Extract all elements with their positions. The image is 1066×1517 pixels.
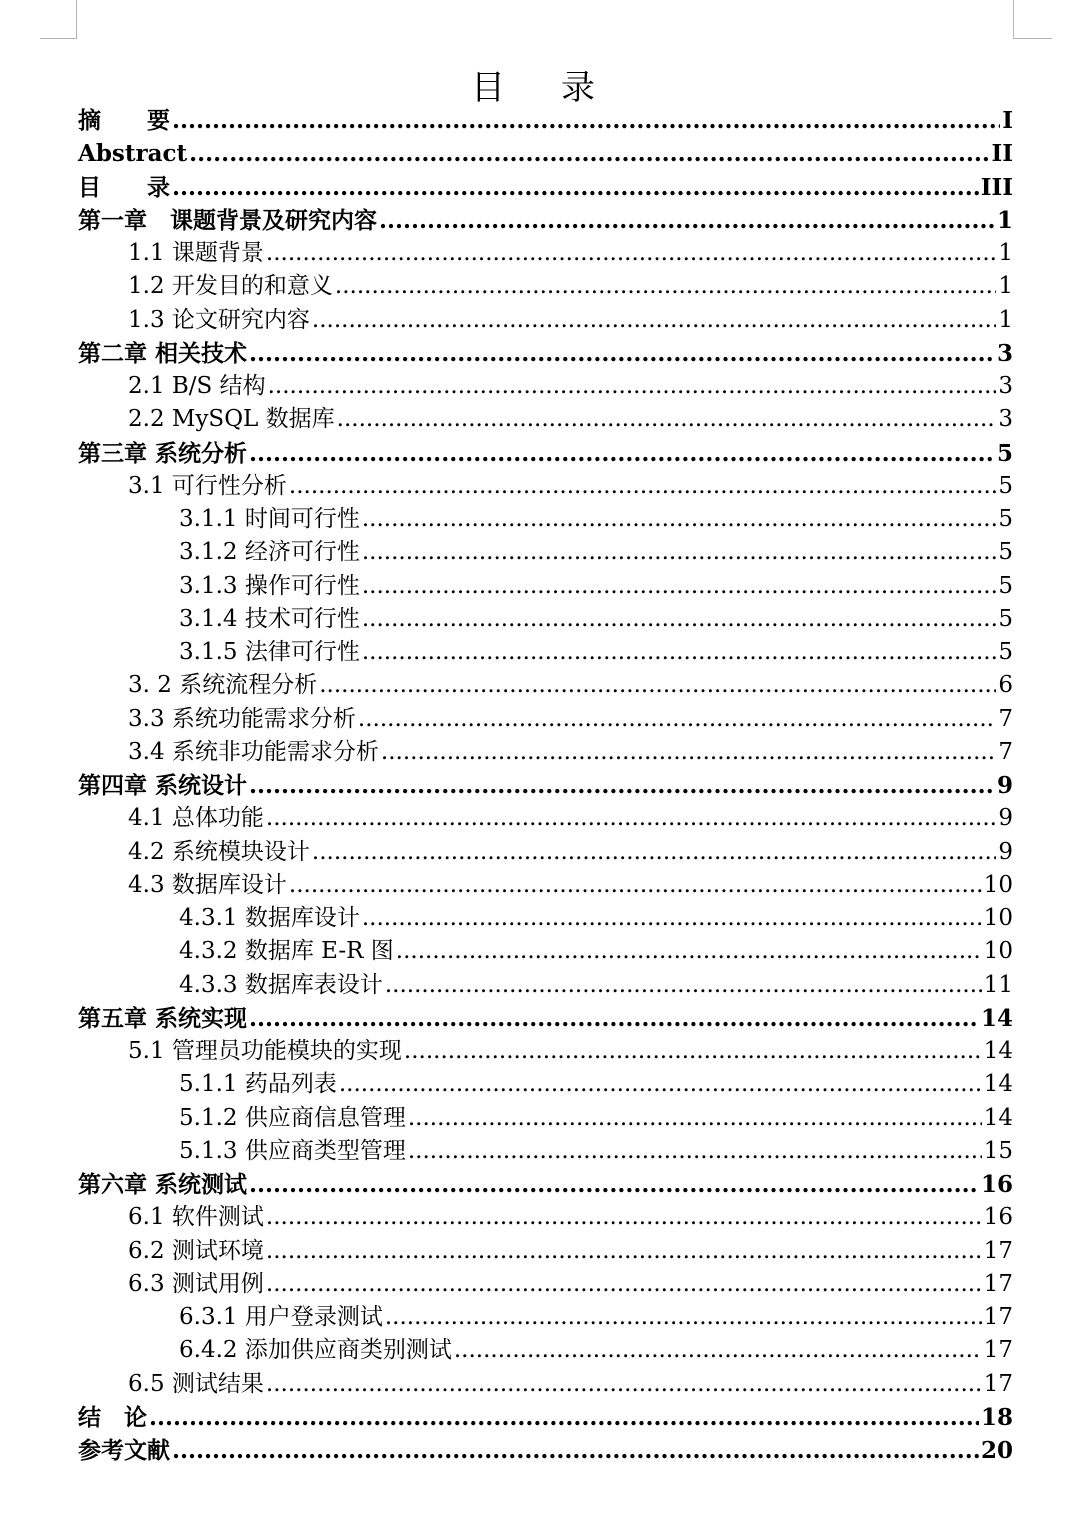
toc-entry-title: 2.2 MySQL 数据库 — [128, 406, 335, 433]
toc-entry-page-number: 5 — [998, 572, 1013, 599]
toc-entry[interactable] — [78, 570, 1013, 603]
toc-entry-page-number: 7 — [998, 705, 1013, 732]
toc-entry-title: 4.3 数据库设计 — [128, 871, 287, 898]
toc-entry-title: 6.4.2 添加供应商类别测试 — [179, 1337, 452, 1364]
toc-dot-leader — [172, 1434, 979, 1467]
toc-entry-page-number: 10 — [983, 905, 1013, 931]
toc-entry-page-number: 15 — [983, 1137, 1013, 1164]
toc-dot-leader — [385, 1301, 982, 1334]
toc-entry-title: 3.1.3 操作可行性 — [179, 572, 360, 599]
toc-entry-page-number: 9 — [998, 838, 1013, 865]
toc-entry[interactable] — [78, 437, 1013, 470]
toc-entry-page-number: 3 — [998, 373, 1013, 399]
toc-dot-leader — [358, 703, 996, 736]
toc-entry[interactable] — [78, 304, 1013, 337]
toc-dot-leader — [266, 1235, 982, 1268]
toc-entry-page-number: 16 — [980, 1171, 1013, 1198]
toc-entry-title: 目 录 — [78, 173, 170, 201]
toc-dot-leader — [249, 1002, 979, 1035]
toc-entry[interactable] — [78, 370, 1013, 403]
toc-entry-title: 6.3 测试用例 — [128, 1270, 264, 1297]
toc-entry-page-number: 3 — [998, 406, 1013, 433]
toc-entry[interactable] — [78, 769, 1013, 802]
toc-entry-title: 6.3.1 用户登录测试 — [179, 1304, 383, 1330]
toc-entry-title: 第五章 系统实现 — [78, 1004, 248, 1032]
toc-entry-page-number: 1 — [998, 306, 1013, 333]
toc-entry-title: 摘 要 — [78, 107, 170, 134]
toc-entry-page-number: 14 — [980, 1004, 1013, 1032]
toc-entry-page-number: 14 — [983, 1038, 1013, 1064]
toc-entry[interactable] — [78, 403, 1013, 436]
toc-dot-leader — [408, 1102, 982, 1135]
toc-entry[interactable] — [78, 1401, 1013, 1434]
toc-entry-title: 3.1 可行性分析 — [128, 472, 287, 499]
toc-entry[interactable] — [78, 470, 1013, 503]
toc-entry-title: 3.4 系统非功能需求分析 — [128, 738, 379, 765]
toc-dot-leader — [454, 1334, 982, 1367]
toc-title-char-2: 录 — [561, 68, 595, 108]
toc-entry-page-number: 16 — [983, 1204, 1013, 1231]
toc-entry[interactable] — [78, 902, 1013, 935]
toc-entry[interactable] — [78, 1434, 1013, 1467]
toc-entry[interactable] — [78, 1168, 1013, 1201]
toc-entry-title: 1.1 课题背景 — [128, 240, 264, 266]
toc-entry-page-number: 3 — [996, 339, 1013, 367]
toc-entry[interactable] — [78, 1035, 1013, 1068]
toc-dot-leader — [249, 769, 995, 802]
toc-entry-page-number: 5 — [998, 539, 1013, 566]
toc-entry-title: 2.1 B/S 结构 — [128, 373, 266, 399]
toc-entry[interactable] — [78, 171, 1013, 204]
toc-entry-page-number: 5 — [998, 605, 1013, 632]
toc-entry-title: Abstract — [78, 140, 188, 168]
toc-dot-leader — [362, 570, 997, 603]
toc-dot-leader — [385, 969, 982, 1002]
toc-entry-page-number: 9 — [996, 772, 1013, 799]
toc-entry-title: 参考文献 — [78, 1437, 170, 1464]
toc-entry[interactable] — [78, 337, 1013, 370]
toc-dot-leader — [266, 1268, 982, 1301]
toc-dot-leader — [172, 171, 979, 204]
toc-entry[interactable] — [78, 1002, 1013, 1035]
toc-entry-title: 3.1.1 时间可行性 — [179, 506, 360, 532]
toc-dot-leader — [249, 1168, 979, 1201]
toc-entry[interactable] — [78, 935, 1013, 968]
toc-dot-leader — [249, 437, 995, 470]
toc-entry-page-number: II — [991, 140, 1013, 168]
toc-entry[interactable] — [78, 1068, 1013, 1101]
toc-entry-page-number: 17 — [983, 1370, 1013, 1397]
toc-entry[interactable] — [78, 1102, 1013, 1135]
toc-entry-page-number: 17 — [983, 1237, 1013, 1264]
toc-entry-page-number: III — [980, 173, 1013, 201]
toc-entry-page-number: 5 — [998, 506, 1013, 532]
toc-entry[interactable] — [78, 669, 1013, 702]
toc-entry[interactable] — [78, 836, 1013, 869]
toc-entry-title: 3.1.5 法律可行性 — [179, 639, 360, 665]
toc-entry-page-number: 6 — [998, 672, 1013, 699]
toc-entry-page-number: 11 — [983, 971, 1013, 998]
toc-dot-leader — [266, 237, 996, 270]
toc-entry-page-number: 17 — [983, 1304, 1013, 1330]
toc-entry-title: 第一章 课题背景及研究内容 — [78, 206, 377, 234]
toc-entry[interactable] — [78, 869, 1013, 902]
toc-entry-title: 3.1.2 经济可行性 — [179, 539, 360, 566]
toc-entry[interactable] — [78, 802, 1013, 835]
toc-entry-title: 5.1.2 供应商信息管理 — [179, 1104, 406, 1131]
toc-entry-title: 第三章 系统分析 — [78, 439, 248, 467]
toc-dot-leader — [312, 304, 996, 337]
toc-entry-title: 3. 2 系统流程分析 — [128, 672, 318, 699]
toc-dot-leader — [362, 536, 997, 569]
toc-dot-leader — [289, 470, 996, 503]
toc-dot-leader — [381, 736, 996, 769]
toc-entry[interactable] — [78, 969, 1013, 1002]
toc-entry-page-number: 14 — [983, 1071, 1013, 1098]
toc-entry[interactable] — [78, 703, 1013, 736]
toc-entry-page-number: 17 — [983, 1270, 1013, 1297]
toc-entry-title: 6.1 软件测试 — [128, 1204, 264, 1231]
toc-dot-leader — [408, 1135, 982, 1168]
toc-dot-leader — [172, 104, 1000, 137]
crop-mark-top-left — [40, 0, 77, 39]
toc-entry-page-number: 18 — [980, 1403, 1013, 1431]
toc-dot-leader — [335, 270, 996, 303]
toc-entry-title: 5.1.1 药品列表 — [179, 1071, 337, 1098]
toc-entry-page-number: 10 — [983, 871, 1013, 898]
toc-entry[interactable] — [78, 204, 1013, 237]
toc-entry-page-number: 1 — [998, 273, 1013, 300]
toc-entry-title: 第六章 系统测试 — [78, 1171, 248, 1198]
toc-title — [0, 60, 1066, 109]
crop-mark-top-right — [1013, 0, 1052, 39]
toc-dot-leader — [266, 802, 996, 835]
toc-entry-page-number: 1 — [996, 206, 1013, 234]
toc-entry-title: 1.2 开发目的和意义 — [128, 273, 333, 300]
toc-entry[interactable] — [78, 270, 1013, 303]
toc-entry-page-number: 14 — [983, 1104, 1013, 1131]
toc-entry-page-number: 9 — [998, 805, 1013, 832]
toc-entry-page-number: 17 — [983, 1337, 1013, 1364]
toc-dot-leader — [396, 935, 982, 968]
toc-entry-title: 第二章 相关技术 — [78, 339, 248, 367]
toc-entry-title: 第四章 系统设计 — [78, 772, 248, 799]
toc-entry[interactable] — [78, 1135, 1013, 1168]
toc-entry[interactable] — [78, 636, 1013, 669]
toc-dot-leader — [379, 204, 995, 237]
toc-entry[interactable] — [78, 1268, 1013, 1301]
toc-entry[interactable] — [78, 503, 1013, 536]
toc-entry-page-number: 20 — [980, 1437, 1013, 1464]
toc-dot-leader — [266, 1201, 982, 1234]
toc-entry[interactable] — [78, 1201, 1013, 1234]
toc-entry-page-number: I — [1002, 107, 1013, 134]
toc-dot-leader — [149, 1401, 979, 1434]
toc-dot-leader — [362, 603, 997, 636]
toc-entry[interactable] — [78, 237, 1013, 270]
toc-entry[interactable] — [78, 603, 1013, 636]
toc-dot-leader — [189, 137, 989, 170]
toc-entry-title: 6.2 测试环境 — [128, 1237, 264, 1264]
toc-entry-title: 4.3.2 数据库 E-R 图 — [179, 938, 394, 965]
toc-dot-leader — [319, 669, 996, 702]
toc-entry[interactable] — [78, 137, 1013, 170]
toc-entry-page-number: 1 — [998, 240, 1013, 266]
toc-entry-title: 3.1.4 技术可行性 — [179, 605, 360, 632]
toc-dot-leader — [362, 636, 997, 669]
toc-entry[interactable] — [78, 1301, 1013, 1334]
toc-entry-title: 5.1.3 供应商类型管理 — [179, 1137, 406, 1164]
toc-entry[interactable] — [78, 104, 1013, 137]
table-of-contents — [78, 104, 1013, 1467]
toc-entry-title: 5.1 管理员功能模块的实现 — [128, 1038, 402, 1064]
toc-entry-page-number: 5 — [996, 439, 1013, 467]
toc-dot-leader — [404, 1035, 982, 1068]
toc-entry-page-number: 5 — [998, 639, 1013, 665]
toc-dot-leader — [266, 1368, 982, 1401]
toc-entry-title: 3.3 系统功能需求分析 — [128, 705, 356, 732]
toc-entry[interactable] — [78, 1368, 1013, 1401]
toc-entry-title: 4.3.1 数据库设计 — [179, 905, 360, 931]
toc-entry[interactable] — [78, 536, 1013, 569]
toc-entry-title: 4.1 总体功能 — [128, 805, 264, 832]
toc-dot-leader — [249, 337, 995, 370]
toc-dot-leader — [362, 503, 997, 536]
toc-entry-title: 4.3.3 数据库表设计 — [179, 971, 383, 998]
toc-entry-page-number: 5 — [998, 472, 1013, 499]
toc-dot-leader — [312, 836, 996, 869]
toc-entry-title: 1.3 论文研究内容 — [128, 306, 310, 333]
toc-entry-title: 4.2 系统模块设计 — [128, 838, 310, 865]
toc-dot-leader — [289, 869, 982, 902]
toc-entry-title: 结 论 — [78, 1403, 147, 1431]
toc-entry-page-number: 7 — [998, 738, 1013, 765]
toc-entry[interactable] — [78, 736, 1013, 769]
toc-entry[interactable] — [78, 1334, 1013, 1367]
toc-dot-leader — [339, 1068, 982, 1101]
toc-entry-title: 6.5 测试结果 — [128, 1370, 264, 1397]
toc-dot-leader — [337, 403, 997, 436]
toc-title-char-1: 目 — [471, 68, 505, 108]
toc-dot-leader — [362, 902, 982, 935]
toc-entry[interactable] — [78, 1235, 1013, 1268]
toc-dot-leader — [268, 370, 997, 403]
toc-entry-page-number: 10 — [983, 938, 1013, 965]
